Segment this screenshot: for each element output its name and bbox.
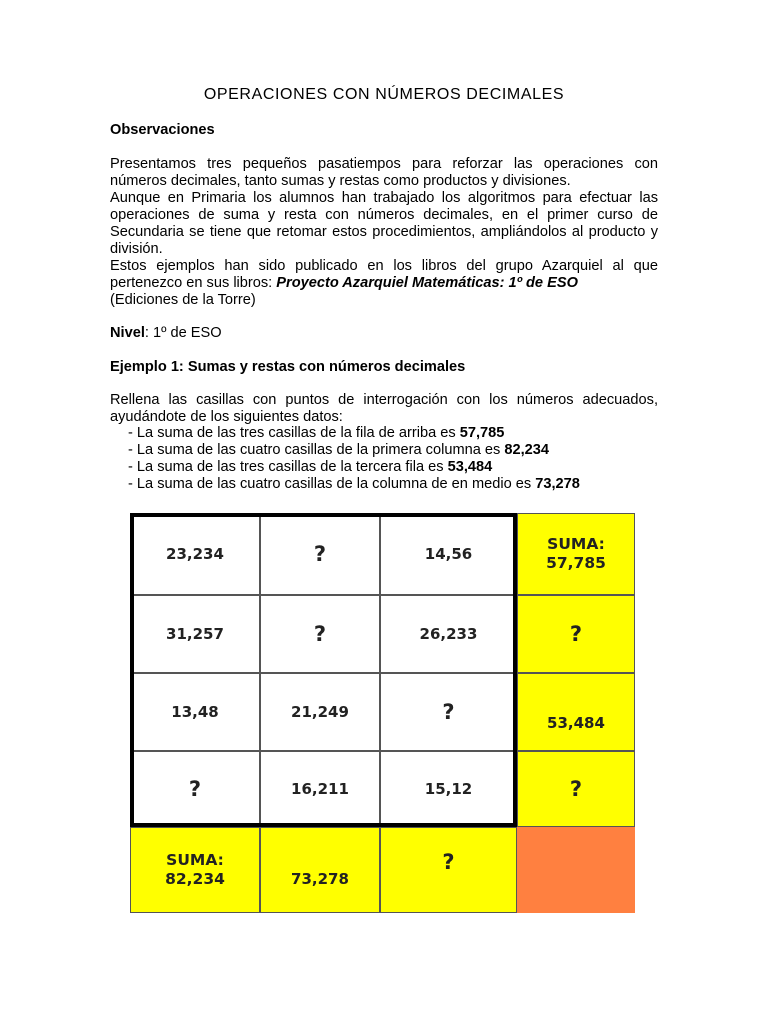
grid-cell-question[interactable]: ? [260, 595, 380, 673]
page-title: OPERACIONES CON NÚMEROS DECIMALES [203, 86, 565, 103]
grid-cell: 26,233 [380, 595, 517, 673]
list-item: - La suma de las tres casillas de la tercera fila es 53,484 [128, 459, 493, 475]
hint-list [128, 425, 580, 493]
corner-cell [517, 827, 635, 913]
row-sum-cell-question[interactable]: ? [517, 751, 635, 827]
paragraph-intro: Presentamos tres pequeños pasatiempos para reforzar las operaciones con números decimales, tanto sumas y restas como productos y divisiones. [110, 156, 658, 189]
row-sum-cell-question[interactable]: ? [517, 595, 635, 673]
paragraph-primaria: Aunque en Primaria los alumnos han trabajado los algoritmos para efectuar las operaciones de suma y resta con números decimales, en el primer curso de Secundaria se tiene que retomar estos procedimientos, ampliándolos al producto y división. [110, 190, 658, 257]
column-sum-cell: 73,278 [260, 827, 380, 913]
grid-cell: 13,48 [130, 673, 260, 751]
grid-cell-question[interactable]: ? [130, 751, 260, 827]
grid-cell-question[interactable]: ? [380, 673, 517, 751]
list-item: - La suma de las cuatro casillas de la primera columna es 82,234 [128, 442, 550, 458]
grid-cell: 16,211 [260, 751, 380, 827]
nivel-line: Nivel: 1º de ESO [110, 325, 222, 341]
grid-cell: 23,234 [130, 513, 260, 595]
book-title: Proyecto Azarquiel Matemáticas: 1º de ESO [276, 275, 578, 291]
list-item: - La suma de las tres casillas de la fila de arriba es 57,785 [128, 425, 505, 441]
grid-cell: 15,12 [380, 751, 517, 827]
observaciones-heading: Observaciones [110, 122, 215, 138]
instructions: Rellena las casillas con puntos de interrogación con los números adecuados, ayudándote de los siguientes datos: [110, 392, 658, 425]
grid-cell: 31,257 [130, 595, 260, 673]
row-sum-cell: SUMA: 57,785 [517, 513, 635, 595]
row-sum-cell: 53,484 [517, 673, 635, 751]
paragraph-azarquiel: Estos ejemplos han sido publicado en los libros del grupo Azarquiel al que pertenezco en sus libros: Proyecto Azarquiel Matemáticas: 1º de ESO (Ediciones de la Torre) [110, 258, 658, 308]
grid-cell: 21,249 [260, 673, 380, 751]
grid-cell-question[interactable]: ? [260, 513, 380, 595]
column-sum-cell: SUMA: 82,234 [130, 827, 260, 913]
list-item: - La suma de las cuatro casillas de la columna de en medio es 73,278 [128, 476, 580, 492]
ejemplo-heading: Ejemplo 1: Sumas y restas con números decimales [110, 359, 466, 375]
grid-cell: 14,56 [380, 513, 517, 595]
column-sum-cell-question[interactable]: ? [380, 827, 517, 913]
